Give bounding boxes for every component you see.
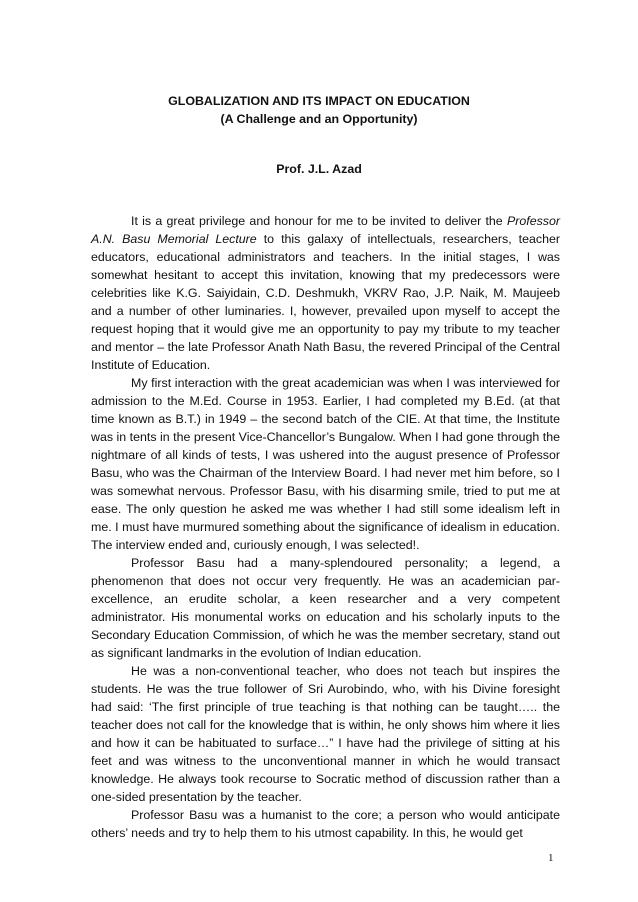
paragraph-5: Professor Basu was a humanist to the core; a person who would anticipate others’ needs and try to help them to his utmost capability. In this, he would get xyxy=(91,808,560,840)
document-subtitle: (A Challenge and an Opportunity) xyxy=(220,112,418,126)
document-body xyxy=(91,212,560,842)
author-name: Prof. J.L. Azad xyxy=(276,162,362,176)
paragraph-1-text-a: It is a great privilege and honour for me to be invited to deliver the xyxy=(131,214,507,228)
document-title: GLOBALIZATION AND ITS IMPACT ON EDUCATION xyxy=(168,94,470,108)
paragraph-3: Professor Basu had a many-splendoured personality; a legend, a phenomenon that does not occur very frequently. He was an academician par-excellence, an erudite scholar, a keen researcher and a very competent administrator. His monumental works on education and his scholarly inputs to the Secondary Education Commission, of which he was the member secretary, stand out as significant landmarks in the evolution of Indian education. xyxy=(91,556,560,660)
paragraph-2: My first interaction with the great academician was when I was interviewed for admission to the M.Ed. Course in 1953. Earlier, I had completed my B.Ed. (at that time known as B.T.) in 1949 – the second batch of the CIE. At that time, the Institute was in tents in the present Vice-Chancellor’s Bungalow. When I had gone through the nightmare of all kinds of tests, I was ushered into the august presence of Professor Basu, who was the Chairman of the Interview Board. I had never met him before, so I was somewhat nervous. Professor Basu, with his disarming smile, tried to put me at ease. The only question he asked me was whether I had still some idealism left in me. I must have murmured something about the significance of idealism in education. The interview ended and, curiously enough, I was selected!. xyxy=(91,376,560,552)
lecture-name: Professor A.N. Basu Memorial Lecture xyxy=(91,214,560,246)
page-number: 1 xyxy=(548,852,554,864)
paragraph-1 xyxy=(91,212,560,374)
paragraph-4: He was a non-conventional teacher, who does not teach but inspires the students. He was the true follower of Sri Aurobindo, who, with his Divine foresight had said: ‘The first principle of true teaching is that nothing can be taught….. the teacher does not call for the knowledge that is within, he only shows him where it lies and how it can be habituated to surface…” I have had the privilege of sitting at his feet and was witness to the unconventional manner in which he would transact knowledge. He always took recourse to Socratic method of discussion rather than a one-sided presentation by the teacher. xyxy=(91,664,560,804)
paragraph-1-text-b: to this galaxy of intellectuals, researchers, teacher educators, educational administrators and teachers. In the initial stages, I was somewhat hesitant to accept this invitation, knowing that my predecessors were celebrities like K.G. Saiyidain, C.D. Deshmukh, VKRV Rao, J.P. Naik, M. Maujeeb and a number of other luminaries. I, however, prevailed upon myself to accept the request hoping that it would give me an opportunity to pay my tribute to my teacher and mentor – the late Professor Anath Nath Basu, the revered Principal of the Central Institute of Education. xyxy=(91,232,560,372)
